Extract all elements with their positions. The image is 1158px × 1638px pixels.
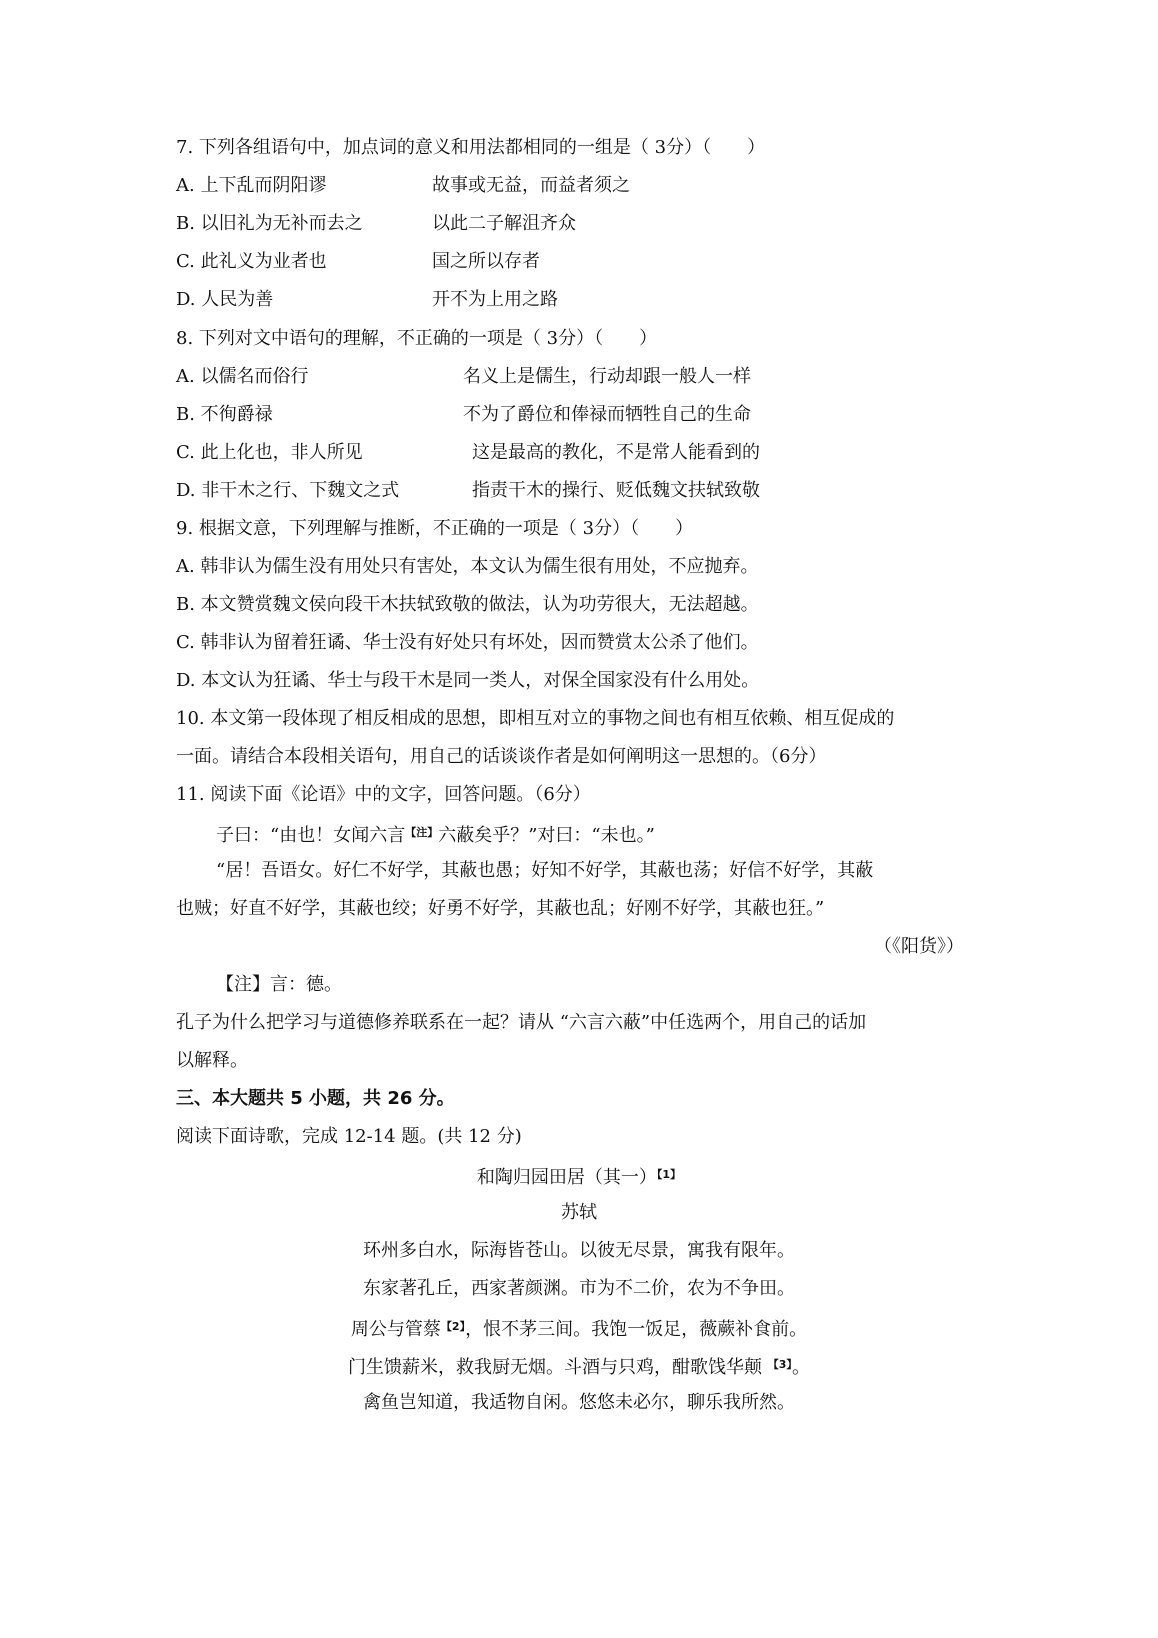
q11-quote-1: 子曰：“由也！女闻六言$^{【注】}$六蔽矣乎？”对曰：“未也。”	[216, 825, 655, 846]
footnote-marker: 【1】	[656, 1168, 682, 1181]
q10-line-2: 一面。请结合本段相关语句，用自己的话谈谈作者是如何阐明这一思想的。（6分）	[176, 746, 827, 767]
section-intro: 阅读下面诗歌，完成 12-14 题。(共 12 分)	[176, 1126, 522, 1147]
q10-line-1: 10. 本文第一段体现了相反相成的思想，即相互对立的事物之间也有相互依赖、相互促成的	[176, 708, 895, 729]
footnote-marker: 【2】	[440, 1320, 466, 1333]
q8-option-d: D. 非干木之行、下魏文之式 指责干木的操行、贬低魏文扶轼致敬	[176, 480, 760, 501]
q11-source: （《阳货》）	[874, 936, 964, 957]
footnote-marker: 【3】	[767, 1358, 792, 1371]
poem-line-2: 东家著孔丘，西家著颜渊。市为不二价，农为不争田。	[363, 1278, 795, 1299]
q11-stem: 11. 阅读下面《论语》中的文字，回答问题。（6分）	[176, 784, 591, 805]
q11-note: 【注】言：德。	[216, 974, 342, 995]
poem-line-1: 环州多白水，际海皆苍山。以彼无尽景，寓我有限年。	[363, 1240, 795, 1261]
q11-question-line-1: 孔子为什么把学习与道德修养联系在一起？请从 “六言六蔽”中任选两个，用自己的话加	[176, 1012, 867, 1033]
q8-option-b: B. 不徇爵禄 不为了爵位和俸禄而牺牲自己的生命	[176, 404, 751, 425]
q9-option-d: D. 本文认为狂谲、华士与段干木是同一类人，对保全国家没有什么用处。	[176, 670, 760, 691]
q11-question-line-2: 以解释。	[176, 1050, 248, 1071]
q7-option-a: A. 上下乱而阴阳谬 故事或无益，而益者须之	[176, 175, 630, 196]
poem-line-4: 门生馈薪米，救我厨无烟。斗酒与只鸡，酣歌饯华颠 $^{【3】}$。	[348, 1357, 810, 1378]
poem-line-3: 周公与管蔡$^{【2】}$，恨不茅三间。我饱一饭足，薇蕨补食前。	[350, 1319, 808, 1340]
q9-option-a: A. 韩非认为儒生没有用处只有害处，本文认为儒生很有用处，不应抛弃。	[176, 556, 759, 577]
poem-line-5: 禽鱼岂知道，我适物自闲。悠悠未必尔，聊乐我所然。	[363, 1392, 795, 1413]
q9-option-b: B. 本文赞赏魏文侯向段干木扶轼致敬的做法，认为功劳很大，无法超越。	[176, 594, 759, 615]
q8-stem: 8. 下列对文中语句的理解，不正确的一项是（ 3分）（ ）	[176, 328, 658, 349]
poem-title: 和陶归园田居（其一）$^{【1】}$	[476, 1167, 682, 1188]
q11-quote-3: 也贼；好直不好学，其蔽也绞；好勇不好学，其蔽也乱；好刚不好学，其蔽也狂。”	[176, 898, 825, 919]
q7-option-c: C. 此礼义为业者也 国之所以存者	[176, 251, 540, 272]
q9-option-c: C. 韩非认为留着狂谲、华士没有好处只有坏处，因而赞赏太公杀了他们。	[176, 632, 759, 653]
q11-quote-2: “居！吾语女。好仁不好学，其蔽也愚；好知不好学，其蔽也荡；好信不好学，其蔽	[216, 860, 874, 881]
q7-stem: 7. 下列各组语句中，加点词的意义和用法都相同的一组是（ 3分）（ ）	[176, 137, 766, 158]
footnote-marker: 【注】	[405, 826, 439, 839]
q7-option-d: D. 人民为善 开不为上用之路	[176, 289, 558, 310]
poem-author: 苏轼	[561, 1202, 597, 1223]
section-heading: 三、本大题共 5 小题，共 26 分。	[176, 1088, 455, 1109]
q9-stem: 9. 根据文意，下列理解与推断，不正确的一项是（ 3分）（ ）	[176, 518, 694, 539]
q8-option-a: A. 以儒名而俗行 名义上是儒生，行动却跟一般人一样	[176, 366, 751, 387]
q8-option-c: C. 此上化也，非人所见 这是最高的教化，不是常人能看到的	[176, 442, 760, 463]
q7-option-b: B. 以旧礼为无补而去之 以此二子解沮齐众	[176, 213, 576, 234]
